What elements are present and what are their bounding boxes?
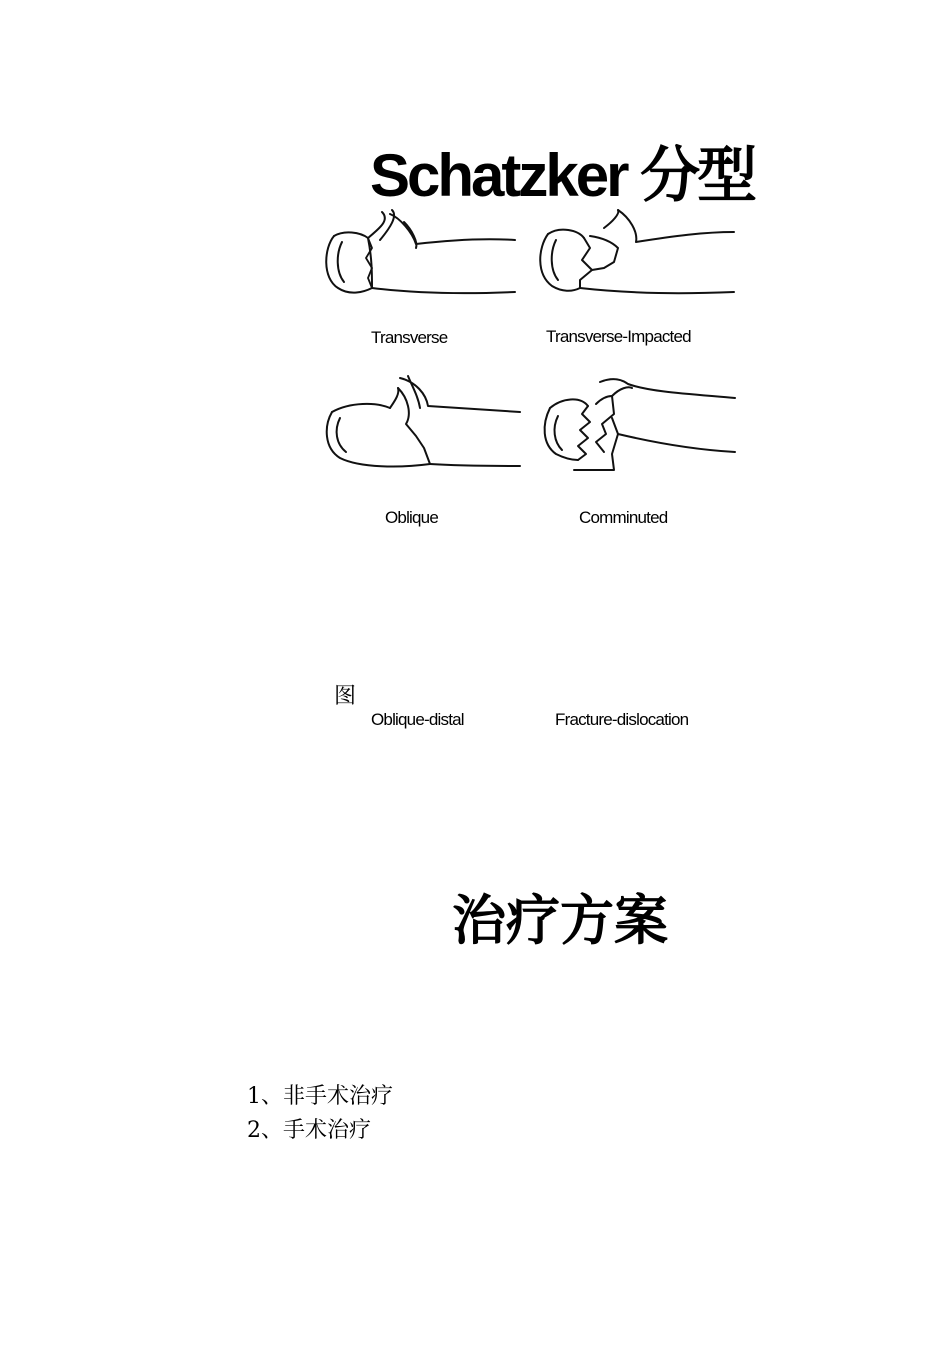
list-item-text: 非手术治疗	[283, 1084, 394, 1109]
list-item-text: 手术治疗	[283, 1118, 372, 1143]
transverse-impacted-fracture-illustration	[534, 208, 739, 303]
figure-label-oblique-distal: Oblique-distal	[371, 710, 464, 729]
figure-label-transverse-impacted: Transverse-Impacted	[546, 327, 691, 346]
list-item-number: 2、	[247, 1118, 283, 1143]
figure-label-transverse: Transverse	[371, 328, 448, 347]
list-item	[247, 1113, 371, 1144]
figure-caption-prefix: 图	[334, 684, 357, 709]
figure-label-comminuted: Comminuted	[579, 508, 668, 527]
comminuted-fracture-illustration	[540, 374, 740, 479]
oblique-fracture-illustration	[320, 374, 525, 474]
page-title: Schatzker 分型	[370, 142, 755, 209]
section-title: 治疗方案	[452, 889, 668, 952]
figure-label-fracture-dislocation: Fracture-dislocation	[555, 710, 689, 729]
list-item-number: 1、	[247, 1084, 283, 1109]
figure-label-oblique: Oblique	[385, 508, 438, 527]
list-item	[247, 1079, 393, 1110]
transverse-fracture-illustration	[320, 208, 520, 308]
